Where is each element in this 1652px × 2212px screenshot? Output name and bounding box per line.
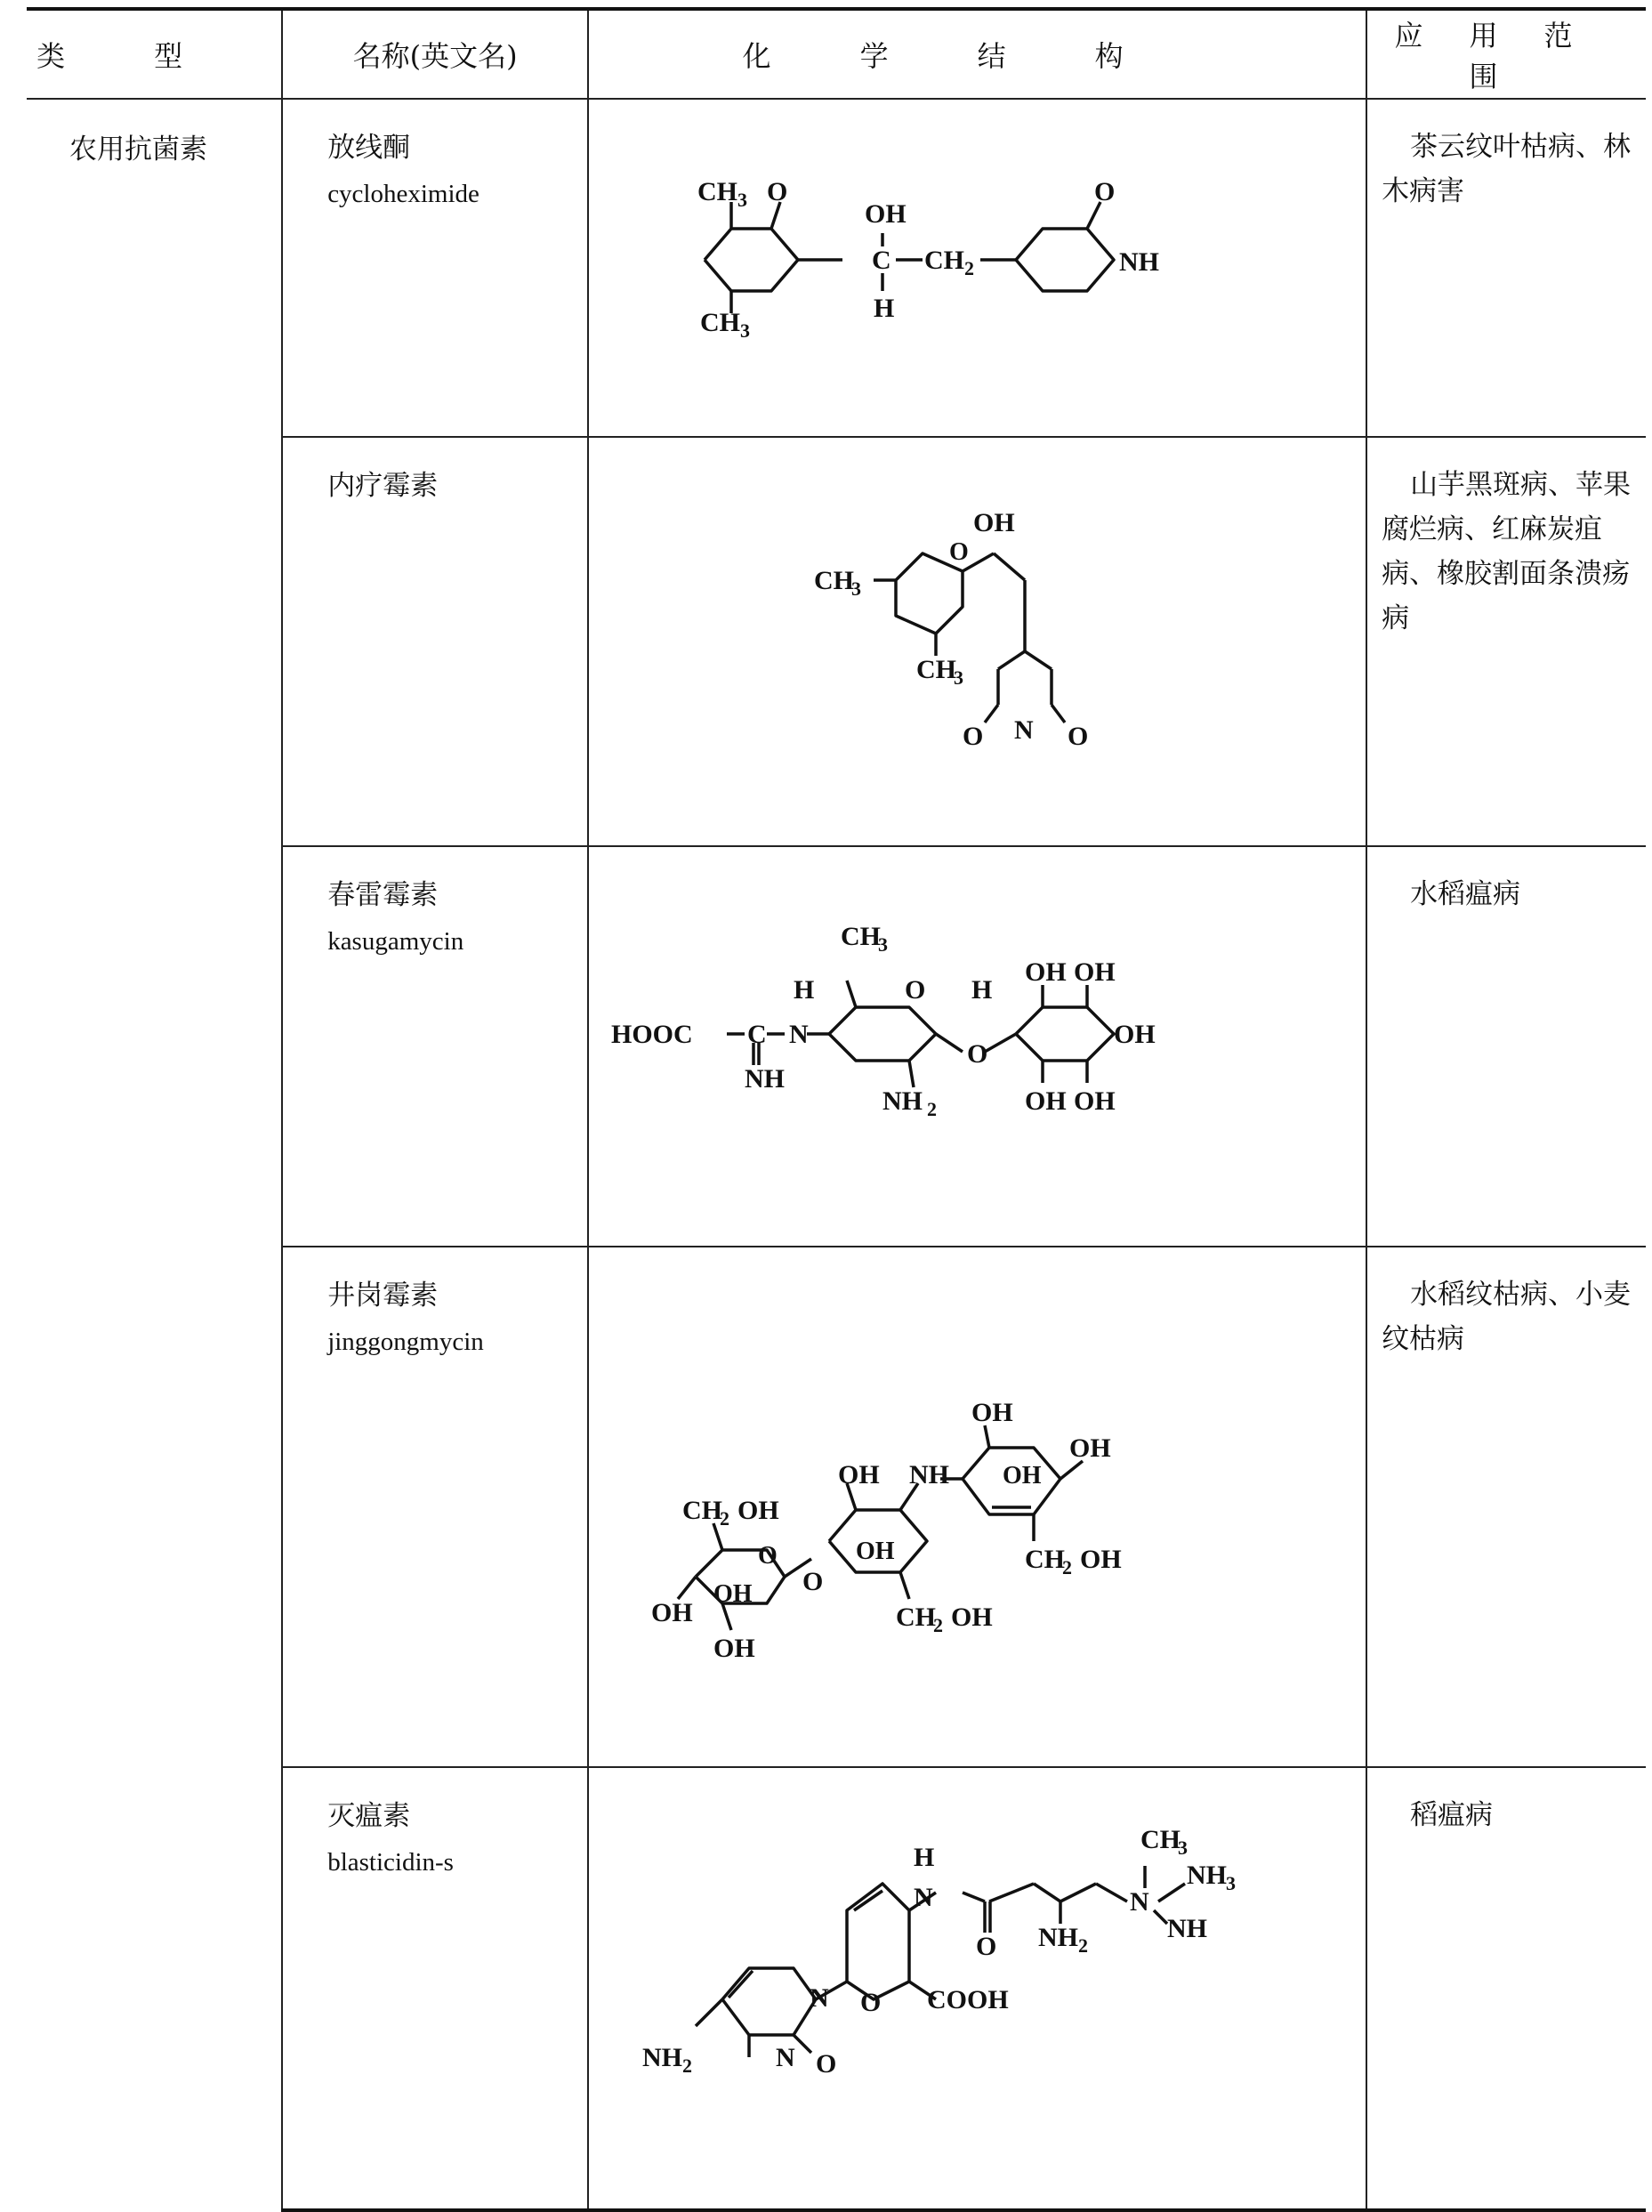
ch2oh-label: CH (1025, 1545, 1066, 1574)
subscript: 2 (1062, 1556, 1073, 1578)
hydrogen-label: H (874, 294, 895, 323)
header-name: 名称(英文名) (282, 9, 588, 99)
hydroxyl-label: OH (856, 1538, 895, 1565)
oxygen-label: O (949, 538, 969, 566)
name-cn: 内疗霉素 (327, 470, 439, 502)
name-en: jinggongmycin (327, 1328, 484, 1356)
subscript: 3 (1178, 1837, 1189, 1859)
name-cell (282, 1247, 588, 1767)
header-type: 类型 (27, 9, 282, 99)
nitrogen-label: N (1130, 1887, 1149, 1917)
ch3-label: CH (1140, 1825, 1181, 1854)
structure-cell (588, 99, 1366, 437)
nh-label: NH (909, 1460, 950, 1489)
hydroxyl-label: OH (865, 199, 907, 229)
ch2oh-label: CH (896, 1602, 937, 1632)
name-cell (282, 99, 588, 437)
subscript: 2 (933, 1614, 944, 1636)
nitrogen-label: N (914, 1883, 933, 1912)
ch2-label: CH (924, 246, 965, 275)
antibiotic-table (27, 7, 1646, 2212)
hydroxyl-label: OH (1003, 1462, 1042, 1489)
cycloheximide-structure (589, 100, 1318, 434)
nh3-label: NH (1187, 1861, 1228, 1890)
hydroxyl-label: OH (973, 508, 1015, 537)
hydroxyl-label: OH (1074, 1086, 1116, 1116)
category-cell: 农用抗菌素 (27, 99, 282, 2210)
hydroxyl-label: OH (971, 1398, 1013, 1427)
oxygen-label: O (802, 1567, 824, 1596)
name-en: kasugamycin (327, 927, 464, 956)
hydroxyl-label: OH (1025, 1086, 1067, 1116)
subscript: 2 (682, 2055, 693, 2077)
oxygen-label: O (905, 975, 926, 1005)
hydroxyl-label: OH (1074, 957, 1116, 987)
nh-label: NH (1167, 1914, 1208, 1943)
name-cell (282, 1767, 588, 2210)
table-row (27, 99, 1646, 437)
subscript: 2 (720, 1507, 730, 1530)
name-en: blasticidin-s (327, 1848, 454, 1877)
carbon-label: C (872, 246, 891, 275)
subscript: 3 (851, 577, 862, 600)
name-cn: 放线酮 (327, 132, 411, 164)
hydroxyl-label: OH (951, 1602, 993, 1632)
oxygen-label: O (963, 722, 984, 751)
subscript: 2 (964, 257, 975, 279)
structure-cell (588, 1247, 1366, 1767)
hydrogen-label: H (971, 975, 993, 1005)
hydroxyl-label: OH (1080, 1545, 1122, 1574)
nh-label: NH (1119, 247, 1160, 277)
name-cn: 春雷霉素 (327, 879, 439, 911)
application-cell: 水稻纹枯病、小麦纹枯病 (1366, 1247, 1646, 1767)
name-cell (282, 846, 588, 1247)
blasticidin-structure (589, 1768, 1318, 2208)
hydroxyl-label: OH (838, 1460, 880, 1489)
amine-label: NH (642, 2043, 683, 2072)
nitrogen-label: N (810, 1983, 829, 2013)
amine-label: NH (882, 1086, 923, 1116)
hydroxyl-label: OH (1114, 1020, 1156, 1049)
application-cell: 水稻瘟病 (1366, 846, 1646, 1247)
nitrogen-label: N (776, 2043, 795, 2072)
hydroxyl-label: OH (651, 1598, 693, 1627)
name-cn: 灭瘟素 (327, 1800, 411, 1832)
application-cell: 茶云纹叶枯病、林木病害 (1366, 99, 1646, 437)
oxygen-label: O (976, 1932, 997, 1961)
hydroxyl-label: OH (1025, 957, 1067, 987)
kasugamycin-structure (589, 847, 1318, 1244)
ch2oh-label: CH (682, 1496, 723, 1525)
structure-cell (588, 437, 1366, 846)
ch3-label: CH (697, 177, 738, 206)
ch3-label: CH (841, 922, 882, 951)
nitrogen-label: N (1014, 715, 1034, 745)
subscript: 2 (1078, 1934, 1089, 1957)
oxygen-label: O (967, 1039, 988, 1069)
ch3-label: CH (814, 566, 855, 595)
name-cn: 井岗霉素 (327, 1280, 439, 1312)
hydroxyl-label: OH (737, 1496, 779, 1525)
oxygen-label: O (758, 1542, 778, 1570)
application-cell: 山芋黑斑病、苹果腐烂病、红麻炭疽病、橡胶割面条溃疡病 (1366, 437, 1646, 846)
nitrogen-label: N (789, 1020, 809, 1049)
subscript: 3 (878, 933, 889, 956)
carboxyl-label: COOH (927, 1985, 1009, 2014)
header-row (27, 9, 1646, 99)
carboxyl-label: HOOC (611, 1020, 693, 1049)
subscript: 3 (1226, 1872, 1237, 1894)
subscript: 3 (737, 189, 748, 211)
oxygen-label: O (767, 177, 788, 206)
jinggongmycin-structure (589, 1247, 1318, 1764)
header-structure: 化学结构 (588, 9, 1366, 99)
name-cell (282, 437, 588, 846)
structure-drawing (589, 438, 1318, 844)
structure-cell (588, 846, 1366, 1247)
hydroxyl-label: OH (1069, 1433, 1111, 1463)
oxygen-label: O (1094, 177, 1116, 206)
carbon-label: C (747, 1020, 767, 1049)
ch3-label: CH (700, 308, 741, 337)
oxygen-label: O (816, 2049, 837, 2079)
application-cell: 稻瘟病 (1366, 1767, 1646, 2210)
ch3-label: CH (916, 655, 957, 684)
hydroxyl-label: OH (713, 1580, 753, 1608)
amine-label: NH (1038, 1923, 1079, 1952)
oxygen-label: O (1068, 722, 1089, 751)
structure-cell (588, 1767, 1366, 2210)
hydrogen-label: H (914, 1843, 935, 1872)
hydrogen-label: H (794, 975, 815, 1005)
subscript: 3 (740, 319, 751, 342)
subscript: 2 (927, 1098, 938, 1120)
header-application: 应用范围 (1366, 9, 1646, 99)
name-en: cycloheximide (327, 180, 479, 208)
hydroxyl-label: OH (713, 1634, 755, 1663)
oxygen-label: O (860, 1988, 882, 2017)
imine-label: NH (745, 1064, 786, 1094)
subscript: 3 (954, 666, 964, 689)
